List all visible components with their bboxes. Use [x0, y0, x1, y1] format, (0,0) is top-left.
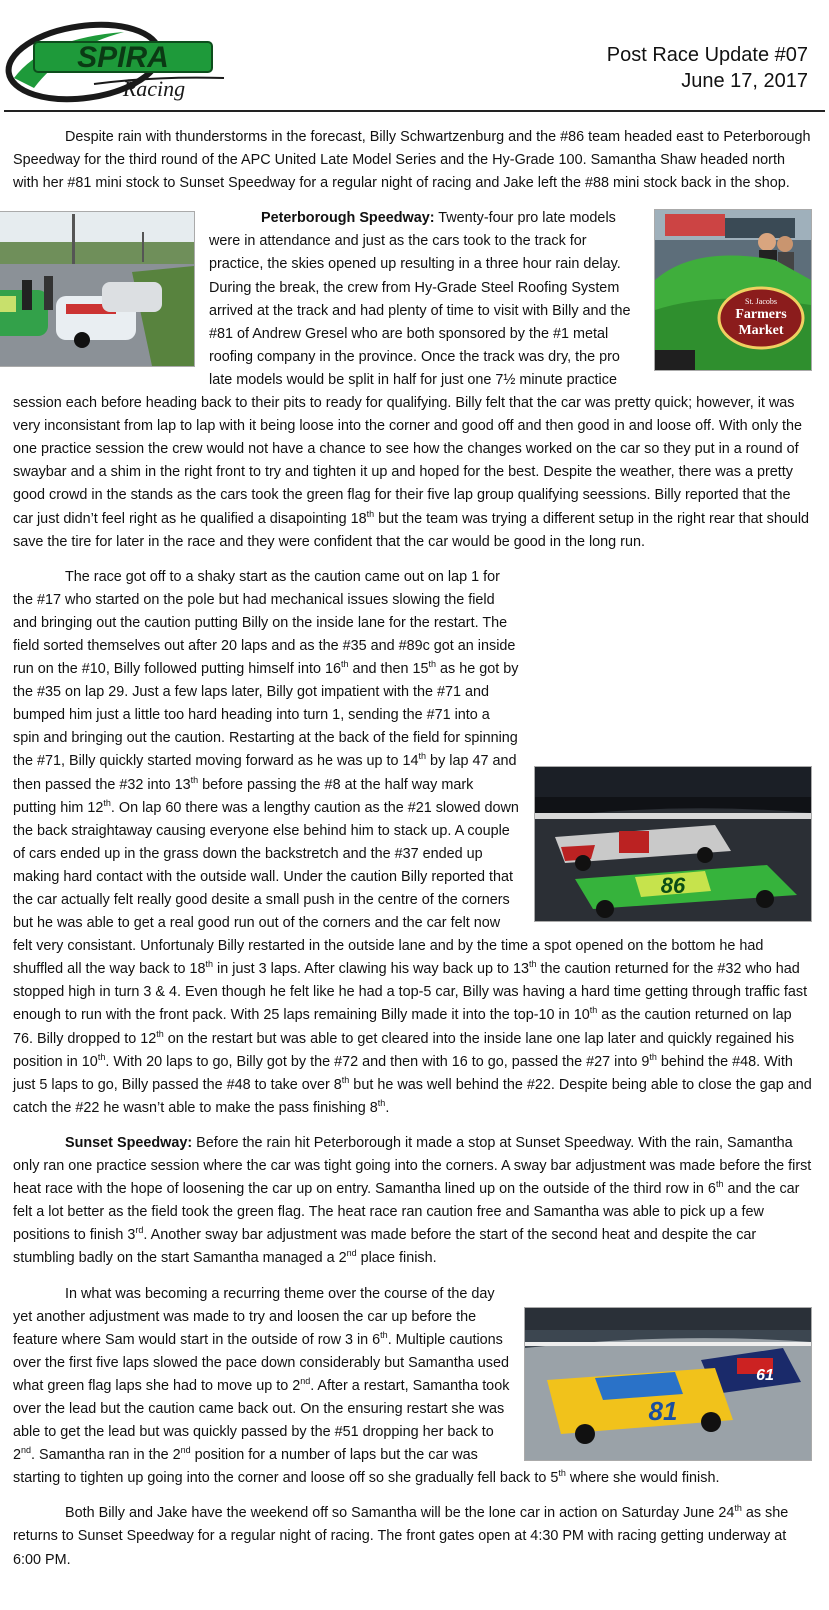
page-date: June 17, 2017 — [681, 70, 808, 92]
logo-brand: SPIRA — [77, 41, 169, 74]
sign-line-1: St. Jacobs — [745, 297, 777, 307]
page-title: Post Race Update #07 — [606, 44, 808, 66]
photo-ministock-cars — [524, 1307, 812, 1461]
car-number-86: 86 — [660, 872, 686, 898]
paragraph-race: 86 The race got off to a shaky start as the caution came out on lap 1 for the #17 who started on the pole but had mechanical issues slowing the field and bringing out the caution putting Billy on the inside lane for the restart. The field sorted themselves out after 20 laps and as the #35 and #89c got an inside run on the #10, Billy followed putting himself into 16th and then 15th as he got by the #35 on lap 29. Just a few laps later, Billy got impatient with the #71 and bumped him just a little too hard heading into turn 1, sending the #71 into a spin and bringing out the caution. Restarting at the back of the field for spinning the #71, Billy quickly started moving forward as he was up to 14th by lap 47 and then passed the #32 into 13th before passing the #8 at the half way mark putting him 12th. On lap 60 there was a lengthy caution as the #21 slowed down the back straightaway causing everyone else behind him to stack up. A couple of cars ended up in the grass down the backstretch and the #37 ended up making hard contact with the outside wall. Under the caution Billy reported that the car actually felt really good desite a small push in the centre of the corners but he was able to get a real good run out of the corners and the car felt now felt very consistant. Unfortunaly Billy restarted in the outside lane and by the time a spot opened on the bottom he had shuffled all the way back to 18th in just 3 laps. After clawing his way back up to 13th the caution returned for the #32 who had stopped high in turn 3 & 4. Even though he felt like he had a top-5 car, Billy was having a hard time getting through traffic fast enough to run with the front pack. With 25 laps remaining Billy made it into the top-10 in 10th as the caution returned on lap 76. Billy dropped to 12th on the restart but was able to get cleared into the inside lane one lap later and quickly regained his position in 10th. With 20 laps to go, Billy got by the #72 and then with 16 to go, passed the #27 into 9th behind the #48. With just 5 laps to go, Billy passed the #48 to take over 8th but he was well behind the #22. Despite being able to close the gap and catch the #22 he wasn’t able to make the pass finishing 8th. — [13, 568, 812, 1116]
header-info — [607, 42, 808, 94]
sign-line-3: Market — [738, 323, 784, 339]
article-body — [13, 126, 812, 1584]
header-divider — [4, 110, 825, 112]
paragraph-upcoming: Both Billy and Jake have the weekend off so Samantha will be the lone car in action on Saturday June 24th as she returns to Sunset Speedway for a regular night of racing. The front gates open at 4:30 PM with racing getting underway at 6:00 PM. — [13, 1503, 789, 1568]
sign-line-2: Farmers — [735, 307, 787, 323]
paragraph-feature: 61 81 In what was becoming a recurring theme over the course of the day yet another adjustment was made to try and loosen the car up before the feature where Sam would start in the outside of row 3 in 6th. Multiple cautions over the first five laps slowed the pace down considerably but Samantha used what green flag laps she had to move up to 2nd. After a restart, Samantha took over the lead but the caution came back out. On the ensuring restart she was able to get the lead but was quickly passed by the #51 dropping her back to 2nd. Samantha ran in the 2nd position for a number of laps but the car was starting to tighten up going into the corner and loose off so she gradually fell back to 5th where she would finish. — [13, 1283, 812, 1491]
car-number-61: 61 — [756, 1366, 774, 1384]
photo-race-cars — [534, 766, 812, 922]
paragraph-peterborough: St. Jacobs Farmers Market Peterborough Speedway: Twenty-four pro late models were in attendance and just as the cars took to the track for practice, the skies opened up resulting in a three hour rain delay. During the break, the crew from Hy-Grade Steel Roofing System arrived at the track and had plenty of time to visit with Billy and the #81 of Andrew Gresel who are both sponsored by the #1 metal roofing company in the province. Once the track was dry, the pro late models would be split in half for just one 7½ minute practice session each before heading back to their pits to ready for qualifying. Billy felt that the car was pretty quick; however, it was very inconsistant from lap to lap with it being loose into the corner and good off and then good in and loose off. With only the one practice session the crew would not have a chance to see how the changes worked on the car so they put in a round of swaybar and a shim in the right front to try and tighten it up and hoped for the best. Despite the weather, there was a pretty good crowd in the stands as the cars took the green flag for their five lap group qualifying seessions. Billy reported that the car just didn’t feel right as he qualified a disapointing 18th but the team was trying a different setup in the right rear that should save the tire for later in the race and they were confident that the car would be good in the long run. — [13, 207, 812, 553]
peterborough-heading: Peterborough Speedway: — [261, 210, 435, 227]
paragraph-intro: Despite rain with thunderstorms in the forecast, Billy Schwartzenburg and the #86 team headed east to Peterborough Speedway for the third round of the APC United Late Model Series and the Hy-Grade 100. Samantha Shaw headed north with her #81 mini stock to Sunset Speedway for a regular night of racing and Jake left the #88 mini stock back in the shop. — [13, 129, 811, 192]
logo-sub: Racing — [122, 76, 186, 101]
page-header — [0, 0, 829, 112]
sunset-heading: Sunset Speedway: — [65, 1134, 193, 1151]
photo-pit-lane — [0, 211, 195, 367]
spira-racing-logo — [4, 18, 236, 108]
car-number-81: 81 — [648, 1395, 678, 1426]
photo-farmers-market-car — [654, 209, 812, 371]
paragraph-sunset: Sunset Speedway: Before the rain hit Peterborough it made a stop at Sunset Speedway. With the rain, Samantha only ran one practice session where the car was tight going into the corners. A sway bar adjustment was made before the first heat race with the hope of loosening the car up on entry. Samantha lined up on the outside of the third row in 6th and the car felt a lot better as the field took the green flag. The heat race ran caution free and Samantha was able to pick up a few positions to finish 3rd. Another sway bar adjustment was made before the start of the second heat and despite the car stumbling badly on the start Samantha managed a 2nd place finish. — [13, 1134, 812, 1267]
